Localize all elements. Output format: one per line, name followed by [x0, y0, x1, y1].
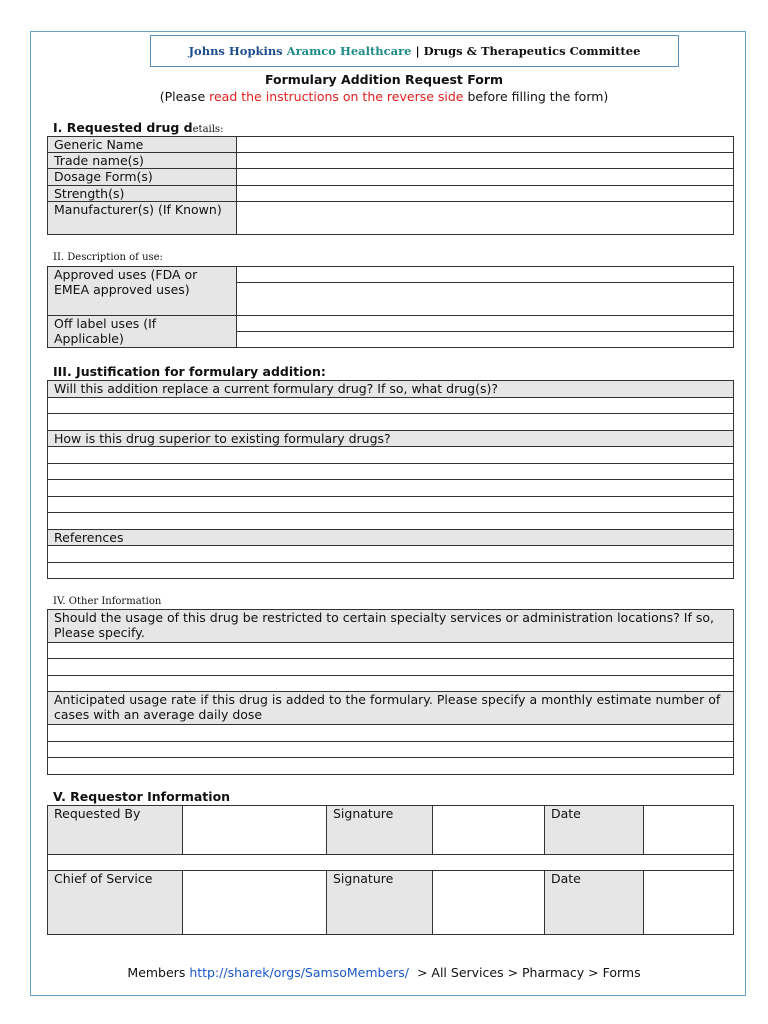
references-answer-1[interactable]	[48, 546, 734, 563]
chief-of-service-field[interactable]	[183, 871, 327, 935]
description-of-use-table	[47, 266, 734, 348]
references-label: References	[48, 530, 734, 546]
generic-name-field[interactable]	[237, 137, 734, 153]
restriction-question: Should the usage of this drug be restricted to certain specialty services or administration locations? If so, Please specify.	[48, 610, 734, 643]
replace-drug-answer-1[interactable]	[48, 398, 734, 414]
usage-rate-answer-2[interactable]	[48, 742, 734, 758]
instructions-prefix: (Please	[159, 89, 210, 104]
date-field-2[interactable]	[644, 871, 734, 935]
superior-answer-5[interactable]	[48, 513, 734, 530]
trade-name-field[interactable]	[237, 153, 734, 169]
signature-field-1[interactable]	[433, 806, 545, 855]
other-information-table	[47, 609, 734, 775]
usage-rate-question: Anticipated usage rate if this drug is added to the formulary. Please specify a monthly estimate number of cases with an average daily dose	[48, 692, 734, 725]
justification-table	[47, 380, 734, 579]
manufacturer-label: Manufacturer(s) (If Known)	[48, 202, 237, 235]
footer	[0, 965, 768, 980]
manufacturer-field[interactable]	[237, 202, 734, 235]
strength-label: Strength(s)	[48, 186, 237, 202]
references-answer-2[interactable]	[48, 563, 734, 579]
generic-name-label: Generic Name	[48, 137, 237, 153]
instructions-link-text: read the instructions on the reverse side	[209, 89, 464, 104]
requested-by-label: Requested By	[48, 806, 183, 855]
org-name-part1: Johns Hopkins	[188, 44, 283, 58]
footer-link[interactable]: http://sharek/orgs/SamsoMembers/	[189, 965, 410, 980]
section4-title: IV. Other Information	[53, 596, 162, 607]
section5-title: V. Requestor Information	[53, 789, 231, 804]
requested-drug-table	[47, 136, 734, 235]
superior-answer-2[interactable]	[48, 464, 734, 480]
trade-name-label: Trade name(s)	[48, 153, 237, 169]
spacer-row	[48, 855, 734, 871]
section2-title: II. Description of use:	[53, 252, 163, 263]
approved-uses-label: Approved uses (FDA or EMEA approved uses)	[48, 267, 237, 316]
footer-breadcrumb: > All Services > Pharmacy > Forms	[409, 965, 641, 980]
chief-of-service-label: Chief of Service	[48, 871, 183, 935]
instructions-suffix: before filling the form)	[463, 89, 609, 104]
dosage-form-field[interactable]	[237, 169, 734, 186]
requestor-information-table	[47, 805, 734, 935]
restriction-answer-2[interactable]	[48, 659, 734, 676]
usage-rate-answer-3[interactable]	[48, 758, 734, 775]
off-label-uses-field-1[interactable]	[237, 316, 734, 332]
signature-label-1: Signature	[327, 806, 433, 855]
dosage-form-label: Dosage Form(s)	[48, 169, 237, 186]
signature-label-2: Signature	[327, 871, 433, 935]
off-label-uses-field-2[interactable]	[237, 332, 734, 348]
form-title: Formulary Addition Request Form	[264, 72, 504, 87]
signature-field-2[interactable]	[433, 871, 545, 935]
org-name-part2: Aramco Healthcare	[286, 44, 412, 58]
superior-answer-4[interactable]	[48, 497, 734, 513]
restriction-answer-3[interactable]	[48, 676, 734, 692]
requested-by-field[interactable]	[183, 806, 327, 855]
strength-field[interactable]	[237, 186, 734, 202]
form-instructions	[0, 89, 768, 104]
replace-drug-answer-2[interactable]	[48, 414, 734, 431]
section1-title: I. Requested drug details:	[53, 120, 224, 135]
date-label-1: Date	[545, 806, 644, 855]
approved-uses-field-2[interactable]	[237, 283, 734, 316]
superior-answer-3[interactable]	[48, 480, 734, 497]
replace-drug-question: Will this addition replace a current formulary drug? If so, what drug(s)?	[48, 381, 734, 398]
date-field-1[interactable]	[644, 806, 734, 855]
section3-title: III. Justification for formulary addition:	[53, 364, 326, 379]
approved-uses-field-1[interactable]	[237, 267, 734, 283]
committee-name: | Drugs & Therapeutics Committee	[415, 44, 641, 58]
superior-answer-1[interactable]	[48, 447, 734, 464]
footer-prefix: Members	[127, 965, 190, 980]
usage-rate-answer-1[interactable]	[48, 725, 734, 742]
restriction-answer-1[interactable]	[48, 643, 734, 659]
date-label-2: Date	[545, 871, 644, 935]
header-box	[150, 35, 679, 67]
off-label-uses-label: Off label uses (If Applicable)	[48, 316, 237, 348]
superior-question: How is this drug superior to existing formulary drugs?	[48, 431, 734, 447]
